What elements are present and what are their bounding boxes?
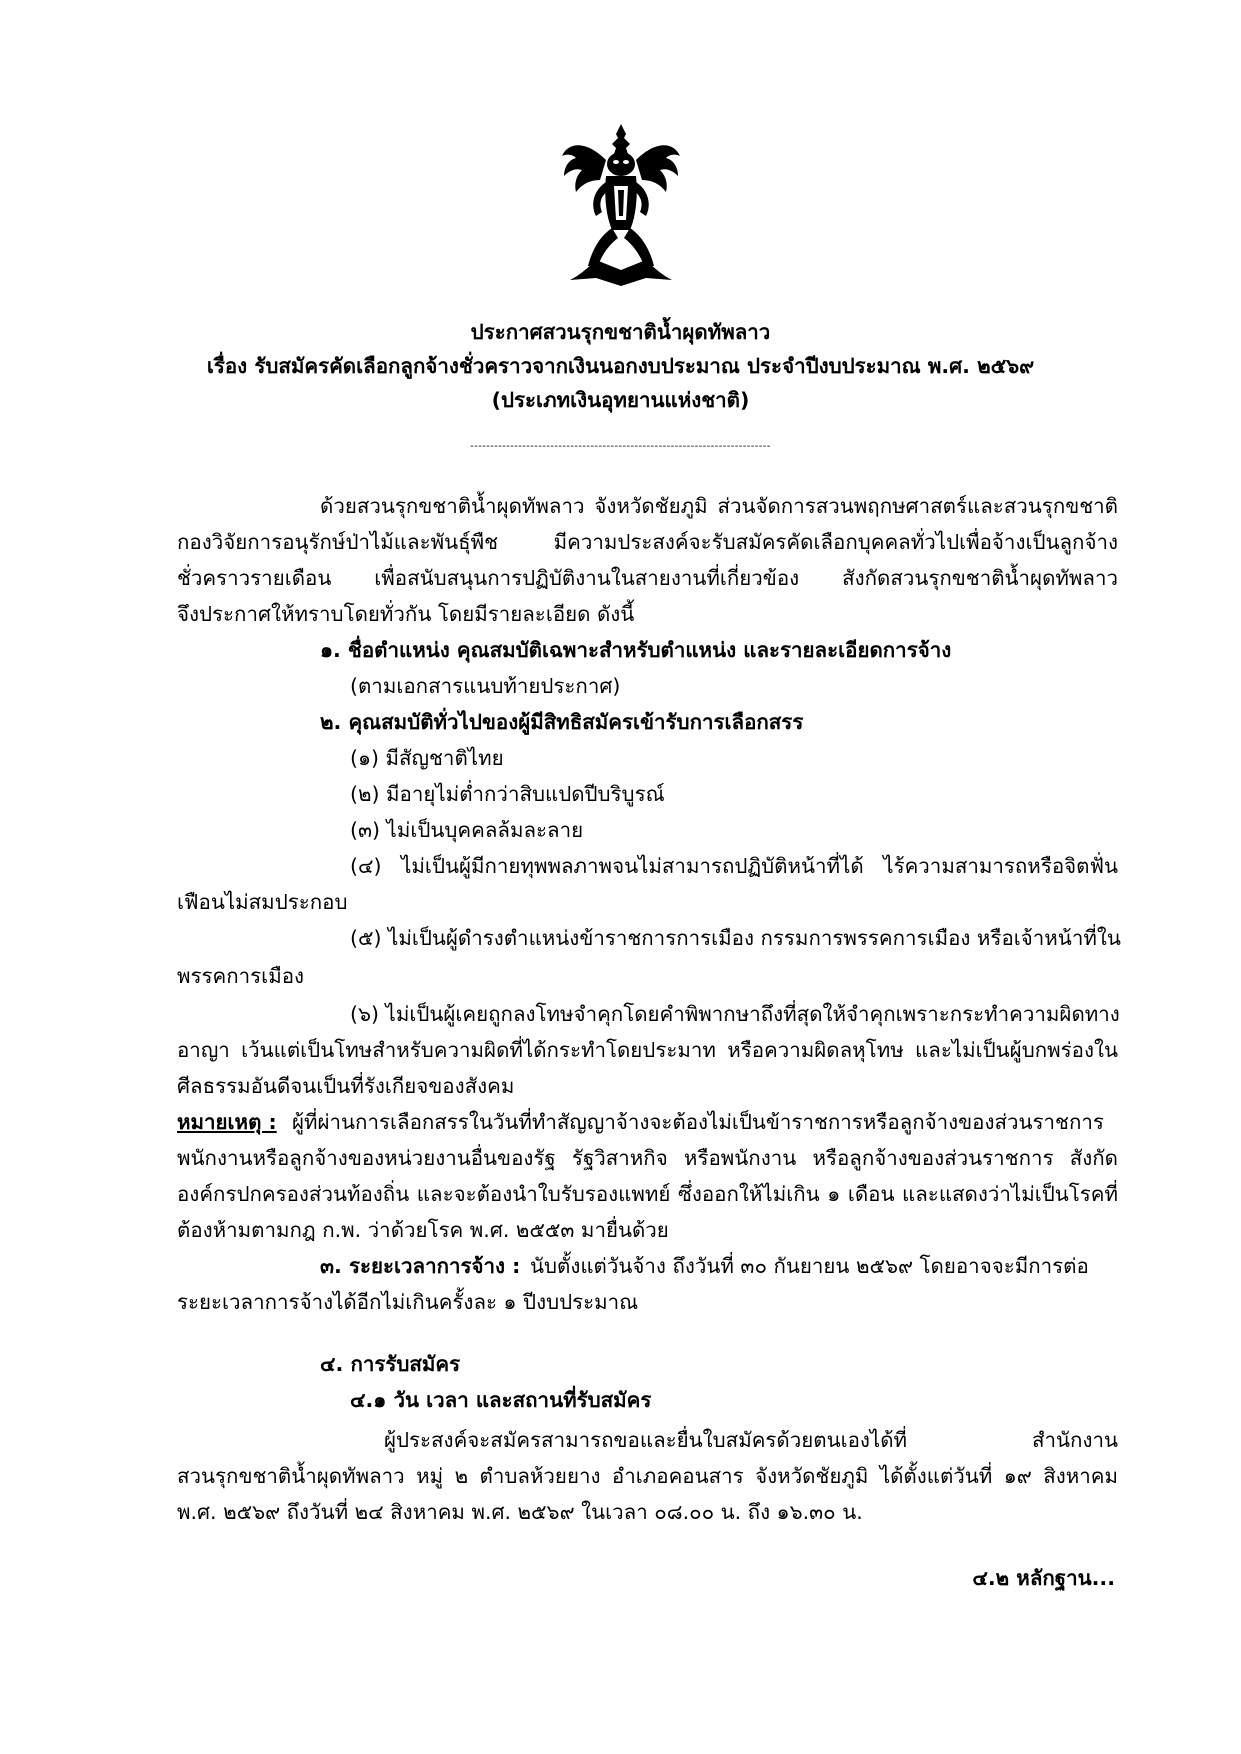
garuda-emblem-icon (556, 120, 686, 290)
section-3-heading: ๓. ระยะเวลาการจ้าง : (320, 1254, 521, 1278)
section-2-heading: ๒. คุณสมบัติทั่วไปของผู้มีสิทธิสมัครเข้ารับการเลือกสรร (320, 710, 804, 734)
announcement-subject: เรื่อง รับสมัครคัดเลือกลูกจ้างชั่วคราวจากเงินนอกงบประมาณ ประจำปีงบประมาณ พ.ศ. ๒๕๖๙ (206, 354, 1035, 378)
section-4-1-text-2: สวนรุกขชาติน้ำผุดทัพลาว หมู่ ๒ ตำบลห้วยยาง อำเภอคอนสาร จังหวัดชัยภูมิ ได้ตั้งแต่วันที่ ๑๙ สิงหาคม (177, 1464, 1118, 1488)
qualification-item-6-line-3: ศีลธรรมอันดีจนเป็นที่รังเกียจของสังคม (177, 1074, 515, 1098)
qualification-item-4-line-1: (๔) ไม่เป็นผู้มีกายทุพพลภาพจนไม่สามารถปฏิบัติหน้าที่ได้ ไร้ความสามารถหรือจิตฟั่น (350, 854, 1118, 878)
remark-line-2: พนักงานหรือลูกจ้างของหน่วยงานอื่นของรัฐ รัฐวิสาหกิจ หรือพนักงาน หรือลูกจ้างของส่วนราชการ สังกัด (177, 1146, 1118, 1170)
qualification-item-5-line-1: (๕) ไม่เป็นผู้ดำรงตำแหน่งข้าราชการการเมือง กรรมการพรรคการเมือง หรือเจ้าหน้าที่ใน (350, 926, 1121, 950)
qualification-item-6-line-2: อาญา เว้นแต่เป็นโทษสำหรับความผิดที่ได้กระทำโดยประมาท หรือความผิดลหุโทษ และไม่เป็นผู้บกพร่องใน (177, 1038, 1118, 1062)
remark-line-3: องค์กรปกครองส่วนท้องถิ่น และจะต้องนำใบรับรองแพทย์ ซึ่งออกให้ไม่เกิน ๑ เดือน และแสดงว่าไม่เป็นโรคที่ (177, 1182, 1118, 1206)
qualification-item-3: (๓) ไม่เป็นบุคคลล้มละลาย (350, 818, 584, 842)
remark-line-1: ผู้ที่ผ่านการเลือกสรรในวันที่ทำสัญญาจ้างจะต้องไม่เป็นข้าราชการหรือลูกจ้างของส่วนราชการ (292, 1110, 1104, 1134)
intro-line-1: ด้วยสวนรุกขชาติน้ำผุดทัพลาว จังหวัดชัยภูมิ ส่วนจัดการสวนพฤกษศาสตร์และสวนรุกขชาติ (320, 494, 1118, 518)
qualification-item-6-line-1: (๖) ไม่เป็นผู้เคยถูกลงโทษจำคุกโดยคำพิพากษาถึงที่สุดให้จำคุกเพราะกระทำความผิดทาง (350, 1002, 1120, 1026)
qualification-item-5-line-2: พรรคการเมือง (177, 964, 305, 988)
intro-line-2: กองวิจัยการอนุรักษ์ป่าไม้และพันธุ์พืช มีความประสงค์จะรับสมัครคัดเลือกบุคคลทั่วไปเพื่อจ้างเป็นลูกจ้าง (177, 530, 1118, 554)
section-4-1-text-3: พ.ศ. ๒๕๖๙ ถึงวันที่ ๒๔ สิงหาคม พ.ศ. ๒๕๖๙ ในเวลา ๐๘.๐๐ น. ถึง ๑๖.๓๐ น. (177, 1500, 863, 1524)
section-1-note: (ตามเอกสารแนบท้ายประกาศ) (350, 674, 621, 698)
section-4-heading: ๔. การรับสมัคร (320, 1352, 461, 1376)
section-4-1-text-1: ผู้ประสงค์จะสมัครสามารถขอและยื่นใบสมัครด้วยตนเองได้ที่ สำนักงาน (384, 1428, 1118, 1452)
section-3-text-2: ระยะเวลาการจ้างได้อีกไม่เกินครั้งละ ๑ ปีงบประมาณ (177, 1290, 639, 1314)
qualification-item-2: (๒) มีอายุไม่ต่ำกว่าสิบแปดปีบริบูรณ์ (350, 782, 665, 806)
header-divider: --------------------------------------------------------------------------- (470, 441, 771, 452)
qualification-item-1: (๑) มีสัญชาติไทย (350, 746, 504, 770)
announcement-subtitle: (ประเภทเงินอุทยานแห่งชาติ) (491, 388, 750, 412)
remark-label: หมายเหตุ : (177, 1110, 277, 1134)
section-1-heading: ๑. ชื่อตำแหน่ง คุณสมบัติเฉพาะสำหรับตำแหน่ง และรายละเอียดการจ้าง (320, 638, 952, 662)
section-3-text-1: นับตั้งแต่วันจ้าง ถึงวันที่ ๓๐ กันยายน ๒๕๖๙ โดยอาจจะมีการต่อ (530, 1254, 1089, 1278)
announcement-title: ประกาศสวนรุกขชาติน้ำผุดทัพลาว (470, 320, 771, 344)
qualification-item-4-line-2: เฟือนไม่สมประกอบ (177, 890, 348, 914)
section-4-1-heading: ๔.๑ วัน เวลา และสถานที่รับสมัคร (350, 1388, 652, 1412)
intro-line-3: ชั่วคราวรายเดือน เพื่อสนับสนุนการปฏิบัติงานในสายงานที่เกี่ยวข้อง สังกัดสวนรุกขชาติน้ำผุดทัพลาว (177, 566, 1118, 590)
intro-line-4: จึงประกาศให้ทราบโดยทั่วกัน โดยมีรายละเอียด ดังนี้ (177, 602, 635, 626)
continued-marker: ๔.๒ หลักฐาน... (972, 1566, 1115, 1590)
remark-line-4: ต้องห้ามตามกฎ ก.พ. ว่าด้วยโรค พ.ศ. ๒๕๕๓ มายื่นด้วย (177, 1218, 669, 1242)
